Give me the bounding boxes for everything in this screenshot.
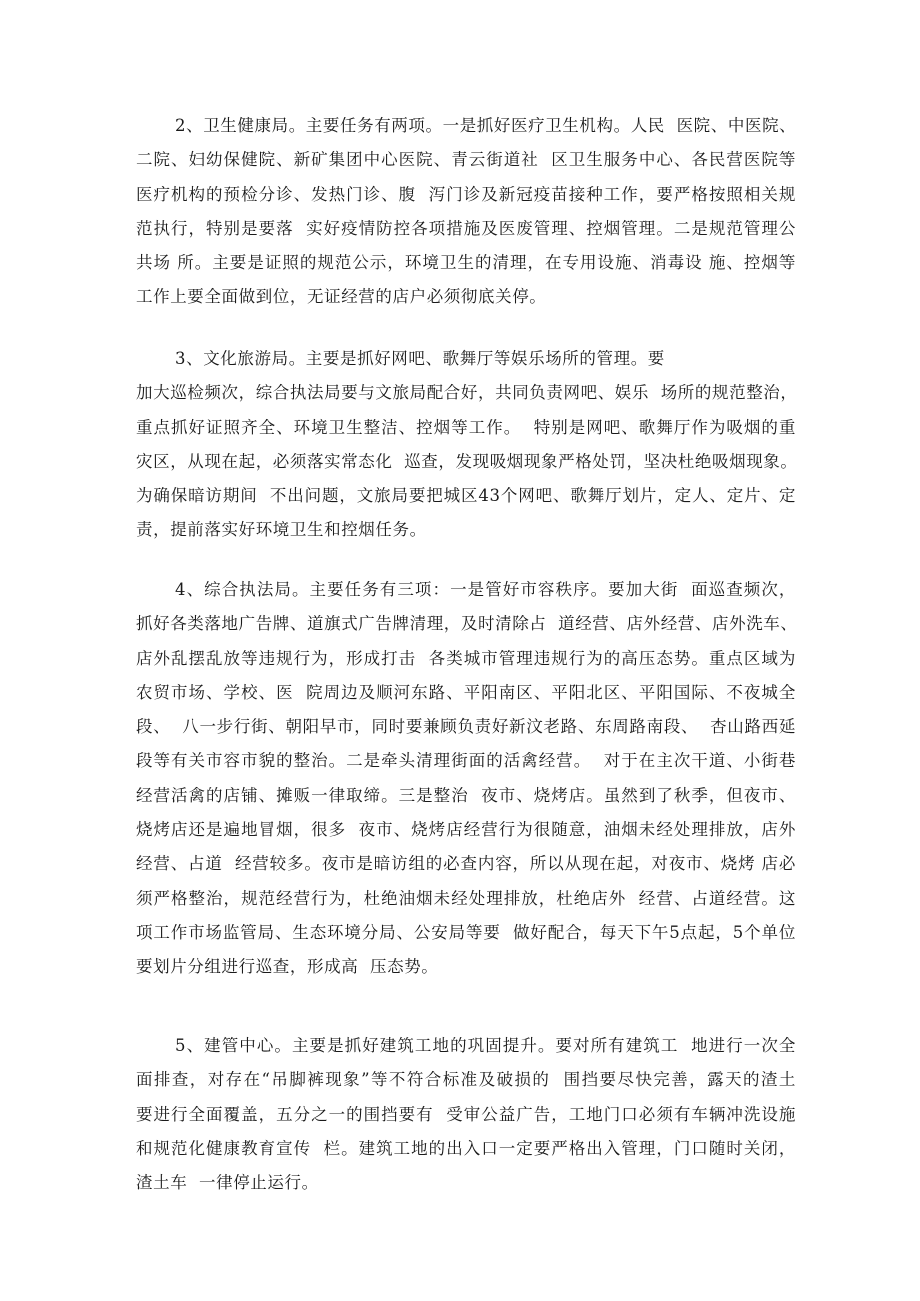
paragraph-line: 共场 所。主要是证照的规范公示，环境卫生的清理，在专用设施、消毒设 施、控烟等: [136, 253, 796, 273]
paragraph-health-bureau: [136, 109, 796, 315]
paragraph-line: 范执行，特别是要落 实好疫情防控各项措施及医废管理、控烟管理。二是规范管理公: [136, 218, 796, 238]
paragraph-line: 要进行全面覆盖，五分之一的围挡要有 受审公益广告，工地门口必须有车辆冲洗设施: [136, 1104, 796, 1124]
paragraph-line: 2、卫生健康局。主要任务有两项。一是抓好医疗卫生机构。人民 医院、中医院、: [175, 116, 797, 135]
paragraph-line: 为确保暗访期间 不出问题，文旅局要把城区43个网吧、歌舞厅划片，定人、定片、定: [136, 486, 796, 506]
paragraph-line: 经营、占道 经营较多。夜市是暗访组的必查内容，所以从现在起，对夜市、烧烤 店必: [136, 854, 796, 874]
paragraph-line: 和规范化健康教育宣传 栏。建筑工地的出入口一定要严格出入管理，门口随时关闭，: [136, 1138, 796, 1158]
paragraph-line: 抓好各类落地广告牌、道旗式广告牌清理，及时清除占 道经营、店外经营、店外洗车、: [136, 614, 798, 634]
paragraph-line: 二院、妇幼保健院、新矿集团中心医院、青云街道社 区卫生服务中心、各民营医院等: [136, 150, 796, 170]
paragraph-line: 渣土车 一律停止运行。: [136, 1173, 319, 1193]
paragraph-line: 段、 八一步行街、朝阳早市，同时要兼顾负责好新汶老路、东周路南段、 杏山路西延: [136, 717, 796, 737]
paragraph-line: 项工作市场监管局、生态环境分局、公安局等要 做好配合，每天下午5点起，5个单位: [136, 922, 796, 942]
paragraph-line: 5、建管中心。主要是抓好建筑工地的巩固提升。要对所有建筑工 地进行一次全: [175, 1036, 796, 1055]
paragraph-line: 经营活禽的店铺、摊贩一律取缔。三是整治 夜市、烧烤店。虽然到了秋季，但夜市、: [136, 785, 796, 805]
paragraph-line: 责，提前落实好环境卫生和控烟任务。: [136, 520, 427, 540]
paragraph-line: 农贸市场、学校、医 院周边及顺河东路、平阳南区、平阳北区、平阳国际、不夜城全: [136, 682, 796, 702]
paragraph-line: 医疗机构的预检分诊、发热门诊、腹 泻门诊及新冠疫苗接种工作，要严格按照相关规: [136, 184, 796, 204]
paragraph-line: 灾区，从现在起，必须落实常态化 巡查，发现吸烟现象严格处罚，坚决杜绝吸烟现象。: [136, 451, 798, 471]
paragraph-line: 要划片分组进行巡查，形成高 压态势。: [136, 957, 439, 977]
paragraph-line: 重点抓好证照齐全、环境卫生整洁、控烟等工作。 特别是网吧、歌舞厅作为吸烟的重: [136, 417, 796, 437]
paragraph-line: 工作上要全面做到位，无证经营的店户必须彻底关停。: [136, 287, 547, 307]
paragraph-line: 烧烤店还是遍地冒烟，很多 夜市、烧烤店经营行为很随意，油烟未经处理排放，店外: [136, 820, 796, 840]
paragraph-culture-tourism-bureau: [136, 342, 796, 548]
paragraph-line: 面排查，对存在“吊脚裤现象”等不符合标准及破损的 围挡要尽快完善，露天的渣土: [136, 1070, 796, 1090]
paragraph-line: 须严格整治，规范经营行为，杜绝油烟未经处理排放，杜绝店外 经营、占道经营。这: [136, 888, 796, 908]
paragraph-law-enforcement-bureau: [136, 573, 796, 985]
paragraph-line: 店外乱摆乱放等违规行为，形成打击 各类城市管理违规行为的高压态势。重点区域为: [136, 648, 796, 668]
paragraph-line: 段等有关市容市貌的整治。二是牵头清理街面的活禽经营。 对于在主次干道、小街巷: [136, 751, 796, 771]
paragraph-construction-center: [136, 1029, 796, 1200]
paragraph-line: 3、文化旅游局。主要是抓好网吧、歌舞厅等娱乐场所的管理。要: [175, 349, 665, 368]
paragraph-line: 4、综合执法局。主要任务有三项：一是管好市容秩序。要加大街 面巡查频次，: [175, 580, 796, 599]
paragraph-line: 加大巡检频次，综合执法局要与文旅局配合好，共同负责网吧、娱乐 场所的规范整治，: [136, 383, 798, 403]
